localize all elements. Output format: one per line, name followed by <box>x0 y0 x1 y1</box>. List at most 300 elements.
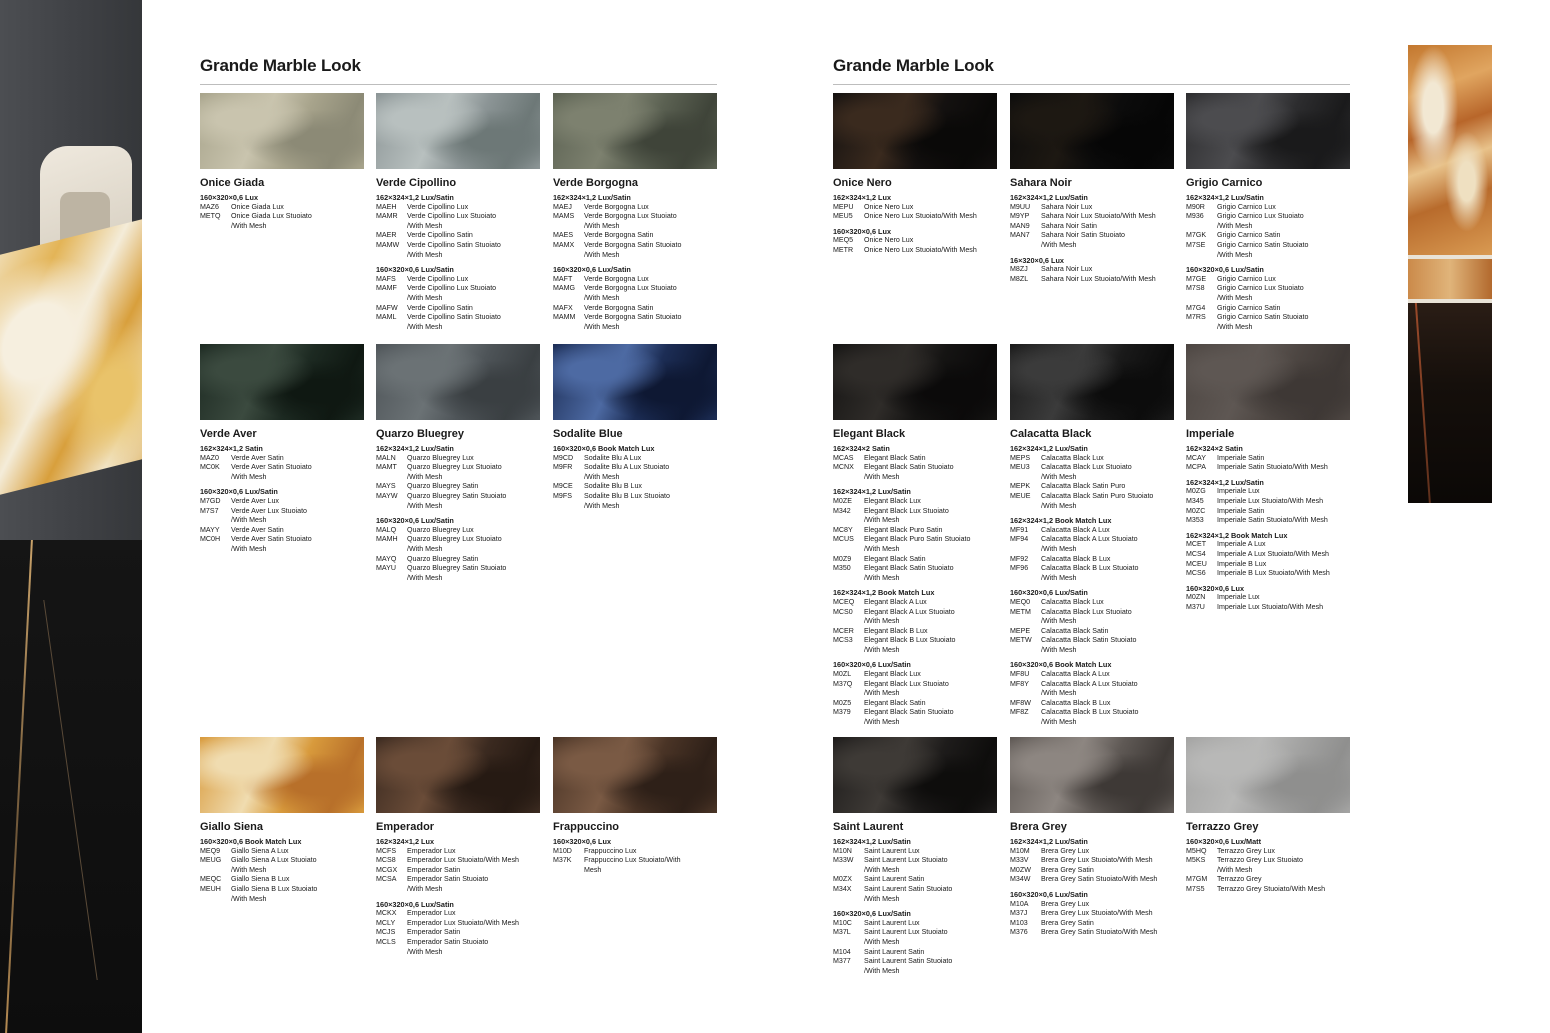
format-group <box>1010 256 1174 285</box>
slab-edge <box>1408 259 1492 299</box>
product-code: MF94 <box>1010 535 1029 544</box>
product-description: Verde Cipollino Satin Stuoiato /With Mesh <box>407 240 501 259</box>
product-code: M5HQ <box>1186 846 1207 855</box>
product-code: MAMM <box>553 313 576 322</box>
product-description: Quarzo Bluegrey Lux <box>407 525 474 534</box>
product-description: Verde Cipollino Satin <box>407 231 473 240</box>
product-code: MCER <box>833 626 854 635</box>
product-row <box>1010 482 1174 492</box>
product-row <box>1186 516 1350 526</box>
product-description: Calacatta Black Satin Puro Stuoiato /With Mesh <box>1041 491 1154 510</box>
product-code: M0ZE <box>833 496 852 505</box>
tile-name: Saint Laurent <box>833 821 904 833</box>
product-row <box>1186 241 1350 260</box>
marble-swatch <box>376 93 540 169</box>
tile-card <box>553 344 717 511</box>
product-row <box>1010 492 1174 511</box>
product-description: Saint Laurent Satin <box>864 875 925 884</box>
product-code: M345 <box>1186 496 1204 505</box>
product-row <box>1186 550 1350 560</box>
format-label: 162×324×1,2 Lux/Satin <box>553 193 631 202</box>
marble-swatch <box>1010 344 1174 420</box>
product-row <box>1186 885 1350 895</box>
product-description: Calacatta Black B Lux Stuoiato /With Mesh <box>1041 564 1139 582</box>
product-row <box>376 212 540 231</box>
format-label: 160×320×0,6 Lux <box>553 837 612 846</box>
product-code: M10M <box>1010 846 1030 855</box>
product-description: Verde Cipollino Lux Stuoiato /With Mesh <box>407 212 497 230</box>
product-description: Elegant Black Satin <box>864 698 926 707</box>
product-description: Imperiale Satin Stuoiato/With Mesh <box>1217 516 1328 525</box>
format-label: 162×324×1,2 Lux/Satin <box>1186 477 1264 487</box>
product-code: M376 <box>1010 928 1028 937</box>
tile-name: Onice Giada <box>200 177 265 189</box>
format-label: 160×320×0,6 Lux/Satin <box>376 516 454 526</box>
product-code: M33W <box>833 856 854 865</box>
tile-card <box>833 344 997 728</box>
format-group <box>1010 588 1174 655</box>
product-row <box>1186 203 1350 213</box>
product-description: Brera Grey Lux Stuoiato/With Mesh <box>1041 856 1153 865</box>
product-row <box>833 246 997 256</box>
product-row <box>833 608 997 627</box>
product-code: MF91 <box>1010 525 1029 534</box>
product-description: Quarzo Bluegrey Satin Stuoiato /With Mesh <box>407 564 507 582</box>
product-code: M0ZC <box>1186 506 1206 515</box>
format-label: 160×320×0,6 Lux/Satin <box>1010 588 1088 598</box>
product-code: MCSA <box>376 875 397 884</box>
product-description: Elegant Black B Lux Stuoiato /With Mesh <box>864 636 956 654</box>
product-description: Calacatta Black Lux <box>1041 597 1104 606</box>
product-code: MCEU <box>1186 559 1207 568</box>
product-row <box>833 507 997 526</box>
product-code: MAES <box>553 231 574 240</box>
product-row <box>376 928 540 938</box>
product-code: MAMX <box>553 240 575 249</box>
product-description: Giallo Siena B Lux <box>231 875 290 884</box>
product-row <box>1010 680 1174 699</box>
marble-swatch <box>200 737 364 813</box>
product-row <box>833 875 997 885</box>
format-group <box>376 444 540 511</box>
product-description: Onice Nero Lux Stuoiato/With Mesh <box>864 245 977 254</box>
product-code: M9FS <box>553 491 572 500</box>
product-description: Grigio Carnico Lux <box>1217 274 1276 283</box>
format-label: 160×320×0,6 Lux/Satin <box>376 265 454 275</box>
product-description: Emperador Lux <box>407 846 456 855</box>
product-row <box>833 598 997 608</box>
format-label: 162×324×1,2 Lux/Satin <box>376 193 454 202</box>
product-code: MCS8 <box>376 856 396 865</box>
format-label: 162×324×1,2 Lux/Satin <box>833 837 911 846</box>
tile-name: Sodalite Blue <box>553 428 623 440</box>
product-row <box>376 492 540 511</box>
product-row <box>200 875 364 885</box>
product-code: MEU3 <box>1010 463 1030 472</box>
product-description: Imperiale B Lux Stuoiato/With Mesh <box>1217 569 1330 578</box>
product-row <box>833 212 997 222</box>
format-label: 162×324×1,2 Lux/Satin <box>376 444 454 453</box>
product-code: MF8Y <box>1010 679 1029 688</box>
product-row <box>1010 909 1174 919</box>
product-description: Sahara Noir Satin Stuoiato /With Mesh <box>1041 231 1125 249</box>
product-row <box>1186 603 1350 613</box>
product-description: Calacatta Black B Lux Stuoiato /With Mesh <box>1041 708 1139 727</box>
product-code: MAMT <box>376 463 397 472</box>
product-row <box>1010 526 1174 536</box>
product-description: Grigio Carnico Satin <box>1217 303 1281 312</box>
product-description: Verde Cipollino Lux <box>407 274 469 283</box>
product-row <box>1186 275 1350 285</box>
product-row <box>376 555 540 565</box>
format-group <box>1010 516 1174 583</box>
product-description: Emperador Lux Stuoiato/With Mesh <box>407 856 519 865</box>
product-description: Saint Laurent Satin Stuoiato /With Mesh <box>864 884 953 903</box>
product-code: MEPS <box>1010 453 1031 462</box>
product-code: MAN9 <box>1010 221 1030 230</box>
page-title-left: Grande Marble Look <box>200 56 361 75</box>
product-code: M34W <box>1010 875 1031 884</box>
format-group <box>833 193 997 222</box>
product-description: Verde Aver Satin <box>231 525 284 534</box>
product-row <box>833 535 997 554</box>
product-row <box>833 627 997 637</box>
product-row <box>553 284 717 303</box>
product-description: Verde Borgogna Lux Stuoiato /With Mesh <box>584 212 677 230</box>
product-code: MAFS <box>376 274 396 283</box>
product-code: MF8Z <box>1010 708 1029 717</box>
product-description: Calacatta Black Satin Puro <box>1041 482 1126 491</box>
format-group <box>553 265 717 332</box>
product-description: Saint Laurent Lux <box>864 846 920 855</box>
product-code: MEQ0 <box>1010 597 1031 606</box>
format-group <box>1010 660 1174 727</box>
product-code: M379 <box>833 708 851 717</box>
product-description: Onice Giada Lux <box>231 202 284 211</box>
product-row <box>1186 231 1350 241</box>
product-description: Onice Nero Lux Stuoiato/With Mesh <box>864 212 977 221</box>
product-code: M9CE <box>553 482 573 491</box>
product-description: Terrazzo Grey Stuoiato/With Mesh <box>1217 884 1326 893</box>
tile-name: Brera Grey <box>1010 821 1067 833</box>
product-description: Brera Grey Satin Stuoiato/With Mesh <box>1041 928 1158 937</box>
product-description: Brera Grey Satin <box>1041 865 1094 874</box>
product-description: Quarzo Bluegrey Satin <box>407 554 479 563</box>
tile-card <box>1186 93 1350 332</box>
product-description: Emperador Satin <box>407 865 461 874</box>
format-label: 162×324×1,2 Lux/Satin <box>1186 193 1264 202</box>
product-code: M9CD <box>553 453 574 462</box>
product-code: MEUE <box>1010 491 1031 500</box>
product-row <box>553 454 717 464</box>
product-code: MCS4 <box>1186 549 1206 558</box>
product-description: Elegant Black Puro Satin <box>864 525 943 534</box>
product-code: MCLS <box>376 937 396 946</box>
format-label: 160×320×0,6 Lux/Matt <box>1186 837 1262 846</box>
product-row <box>833 680 997 699</box>
product-description: Verde Borgogna Lux <box>584 274 649 283</box>
product-row <box>833 564 997 583</box>
product-row <box>376 241 540 260</box>
product-row <box>1010 231 1174 250</box>
product-code: MAMH <box>376 535 398 544</box>
product-description: Calacatta Black A Lux <box>1041 525 1110 534</box>
product-row <box>376 454 540 464</box>
product-description: Elegant Black Lux Stuoiato /With Mesh <box>864 679 949 698</box>
slab-giallo <box>1408 45 1492 255</box>
product-description: Onice Nero Lux <box>864 202 914 211</box>
product-row <box>833 497 997 507</box>
format-group <box>1010 193 1174 251</box>
product-row <box>833 454 997 464</box>
product-row <box>200 526 364 536</box>
product-row <box>1186 304 1350 314</box>
product-row <box>833 670 997 680</box>
product-description: Sodalite Blu B Lux Stuoiato /With Mesh <box>584 491 670 510</box>
product-description: Imperiale A Lux <box>1217 540 1266 549</box>
tile-card <box>553 93 717 332</box>
product-description: Sahara Noir Lux <box>1041 265 1093 274</box>
tile-card <box>833 737 997 976</box>
format-group <box>200 444 364 482</box>
format-label: 160×320×0,6 Lux/Satin <box>200 487 278 497</box>
product-code: M7S7 <box>200 506 219 515</box>
product-row <box>1010 564 1174 583</box>
tile-name: Emperador <box>376 821 435 833</box>
product-description: Imperiale Lux <box>1217 593 1260 602</box>
format-group <box>200 193 364 231</box>
product-code: MCJS <box>376 928 396 937</box>
product-row <box>376 231 540 241</box>
product-row <box>200 454 364 464</box>
product-code: MCS3 <box>833 636 853 645</box>
product-description: Elegant Black Lux Stuoiato /With Mesh <box>864 506 949 525</box>
product-code: MF8W <box>1010 698 1031 707</box>
product-row <box>1010 463 1174 482</box>
format-group <box>833 909 997 976</box>
marble-swatch <box>833 93 997 169</box>
product-row <box>833 708 997 727</box>
product-description: Elegant Black Puro Satin Stuoiato /With Mesh <box>864 535 971 553</box>
product-row <box>376 875 540 894</box>
product-row <box>833 957 997 976</box>
tile-name: Sahara Noir <box>1010 177 1072 189</box>
product-description: Quarzo Bluegrey Lux Stuoiato /With Mesh <box>407 535 502 553</box>
product-code: MF92 <box>1010 554 1029 563</box>
tile-card <box>1010 93 1174 284</box>
marble-swatch <box>1186 344 1350 420</box>
product-description: Imperiale Lux Stuoiato/With Mesh <box>1217 602 1324 611</box>
product-description: Imperiale Satin Stuoiato/With Mesh <box>1217 463 1328 472</box>
product-code: M37J <box>1010 909 1028 918</box>
format-label: 162×324×1,2 Lux <box>376 837 435 846</box>
product-description: Saint Laurent Lux Stuoiato /With Mesh <box>864 928 948 946</box>
format-label: 162×324×1,2 Book Match Lux <box>833 588 935 598</box>
product-code: M103 <box>1010 918 1028 927</box>
product-code: MCET <box>1186 540 1207 549</box>
product-code: M8ZJ <box>1010 265 1028 274</box>
product-row <box>376 275 540 285</box>
product-code: M342 <box>833 506 851 515</box>
product-description: Elegant Black B Lux <box>864 626 928 635</box>
tile-card <box>1186 344 1350 613</box>
product-description: Sodalite Blu A Lux <box>584 453 642 462</box>
format-label: 160×320×0,6 Lux <box>200 193 259 202</box>
product-description: Calacatta Black Satin <box>1041 626 1109 635</box>
product-row <box>833 555 997 565</box>
product-description: Imperiale Lux Stuoiato/With Mesh <box>1217 496 1324 505</box>
product-description: Sahara Noir Lux Stuoiato/With Mesh <box>1041 212 1156 221</box>
product-row <box>1010 708 1174 727</box>
format-label: 160×320×0,6 Lux <box>833 226 892 236</box>
product-row <box>1186 560 1350 570</box>
format-group <box>1186 193 1350 260</box>
heading-rule-right <box>833 84 1350 85</box>
product-code: MAFX <box>553 303 573 312</box>
product-code: MEUH <box>200 884 221 893</box>
product-code: MC0H <box>200 535 221 544</box>
tile-card <box>200 344 364 555</box>
product-row <box>376 313 540 332</box>
product-row <box>553 304 717 314</box>
product-description: Elegant Black Satin Stuoiato /With Mesh <box>864 708 954 727</box>
product-row <box>1186 454 1350 464</box>
page-title-right: Grande Marble Look <box>833 56 994 75</box>
product-code: MEQ9 <box>200 846 221 855</box>
product-row <box>833 948 997 958</box>
product-code: MCNX <box>833 463 854 472</box>
product-code: MAER <box>376 231 397 240</box>
product-row <box>200 203 364 213</box>
product-description: Sahara Noir Lux <box>1041 202 1093 211</box>
product-row <box>376 866 540 876</box>
product-code: MC0K <box>200 463 220 472</box>
product-code: MCGX <box>376 865 398 874</box>
product-code: M350 <box>833 564 851 573</box>
product-code: MCKX <box>376 909 397 918</box>
product-code: M104 <box>833 947 851 956</box>
product-description: Grigio Carnico Satin <box>1217 231 1281 240</box>
product-code: MEQ5 <box>833 236 854 245</box>
product-code: M0ZL <box>833 670 852 679</box>
product-row <box>833 463 997 482</box>
product-row <box>1010 535 1174 554</box>
product-description: Elegant Black Satin <box>864 554 926 563</box>
product-description: Emperador Lux <box>407 909 456 918</box>
format-label: 160×320×0,6 Lux/Satin <box>553 265 631 275</box>
product-row <box>1010 598 1174 608</box>
product-row <box>553 313 717 332</box>
product-row <box>376 284 540 303</box>
product-code: MCFS <box>376 846 397 855</box>
product-row <box>1010 699 1174 709</box>
product-row <box>376 938 540 957</box>
product-description: Quarzo Bluegrey Satin Stuoiato /With Mesh <box>407 491 507 510</box>
product-description: Brera Grey Satin <box>1041 918 1094 927</box>
product-code: M33V <box>1010 856 1029 865</box>
product-code: MCAS <box>833 453 854 462</box>
product-row <box>1010 454 1174 464</box>
tile-name: Elegant Black <box>833 428 906 440</box>
product-description: Onice Giada Lux Stuoiato /With Mesh <box>231 212 312 230</box>
product-description: Emperador Satin Stuoiato /With Mesh <box>407 937 489 956</box>
product-code: M37U <box>1186 602 1205 611</box>
product-description: Frappuccino Lux <box>584 846 637 855</box>
format-group <box>833 837 997 904</box>
product-description: Saint Laurent Lux Stuoiato /With Mesh <box>864 856 948 874</box>
format-group <box>376 265 540 332</box>
product-description: Verde Aver Lux Stuoiato /With Mesh <box>231 506 307 525</box>
product-row <box>1010 636 1174 655</box>
product-code: MAMW <box>376 240 400 249</box>
product-code: M37L <box>833 928 851 937</box>
tile-card <box>200 93 364 231</box>
marble-swatch <box>1186 93 1350 169</box>
marble-swatch <box>376 344 540 420</box>
product-row <box>200 507 364 526</box>
tile-name: Quarzo Bluegrey <box>376 428 465 440</box>
product-row <box>376 535 540 554</box>
product-code: M9YP <box>1010 212 1030 221</box>
product-code: MAZ0 <box>200 453 219 462</box>
product-description: Verde Cipollino Satin Stuoiato /With Mesh <box>407 313 501 331</box>
format-group <box>200 487 364 554</box>
format-group <box>376 900 540 958</box>
product-row <box>1010 608 1174 627</box>
product-code: M353 <box>1186 516 1204 525</box>
product-row <box>376 919 540 929</box>
format-label: 160×320×0,6 Lux/Satin <box>833 660 911 670</box>
product-row <box>200 885 364 904</box>
product-row <box>833 203 997 213</box>
product-row <box>833 847 997 857</box>
product-code: M10C <box>833 918 852 927</box>
product-description: Quarzo Bluegrey Lux Stuoiato /With Mesh <box>407 463 502 481</box>
format-label: 162×324×1,2 Lux/Satin <box>1010 444 1088 453</box>
product-description: Giallo Siena B Lux Stuoiato /With Mesh <box>231 884 318 903</box>
product-code: M10N <box>833 846 852 855</box>
product-description: Saint Laurent Satin Stuoiato /With Mesh <box>864 957 953 975</box>
product-code: M9UU <box>1010 202 1031 211</box>
product-row <box>376 304 540 314</box>
format-group <box>376 837 540 895</box>
product-code: MAYY <box>200 525 220 534</box>
product-description: Elegant Black Satin Stuoiato /With Mesh <box>864 564 954 582</box>
product-code: MAML <box>376 313 397 322</box>
product-code: MAZ6 <box>200 202 219 211</box>
format-label: 160×320×0,6 Book Match Lux <box>1010 660 1112 670</box>
product-description: Verde Cipollino Satin <box>407 303 473 312</box>
product-code: M9FR <box>553 463 573 472</box>
format-label: 162×324×1,2 Satin <box>200 444 263 453</box>
product-row <box>200 497 364 507</box>
product-description: Onice Nero Lux <box>864 236 914 245</box>
tile-name: Verde Cipollino <box>376 177 457 189</box>
product-description: Grigio Carnico Satin Stuoiato /With Mesh <box>1217 240 1309 259</box>
format-group <box>1186 584 1350 613</box>
product-row <box>1010 900 1174 910</box>
product-code: MAN7 <box>1010 231 1030 240</box>
product-description: Calacatta Black A Lux Stuoiato /With Mesh <box>1041 679 1138 698</box>
tile-name: Grigio Carnico <box>1186 177 1263 189</box>
product-description: Sodalite Blu A Lux Stuoiato /With Mesh <box>584 463 670 481</box>
format-group <box>553 193 717 260</box>
marble-swatch <box>200 93 364 169</box>
product-code: M10A <box>1010 899 1029 908</box>
product-description: Giallo Siena A Lux <box>231 846 289 855</box>
product-description: Elegant Black Lux <box>864 496 921 505</box>
marble-swatch <box>376 737 540 813</box>
